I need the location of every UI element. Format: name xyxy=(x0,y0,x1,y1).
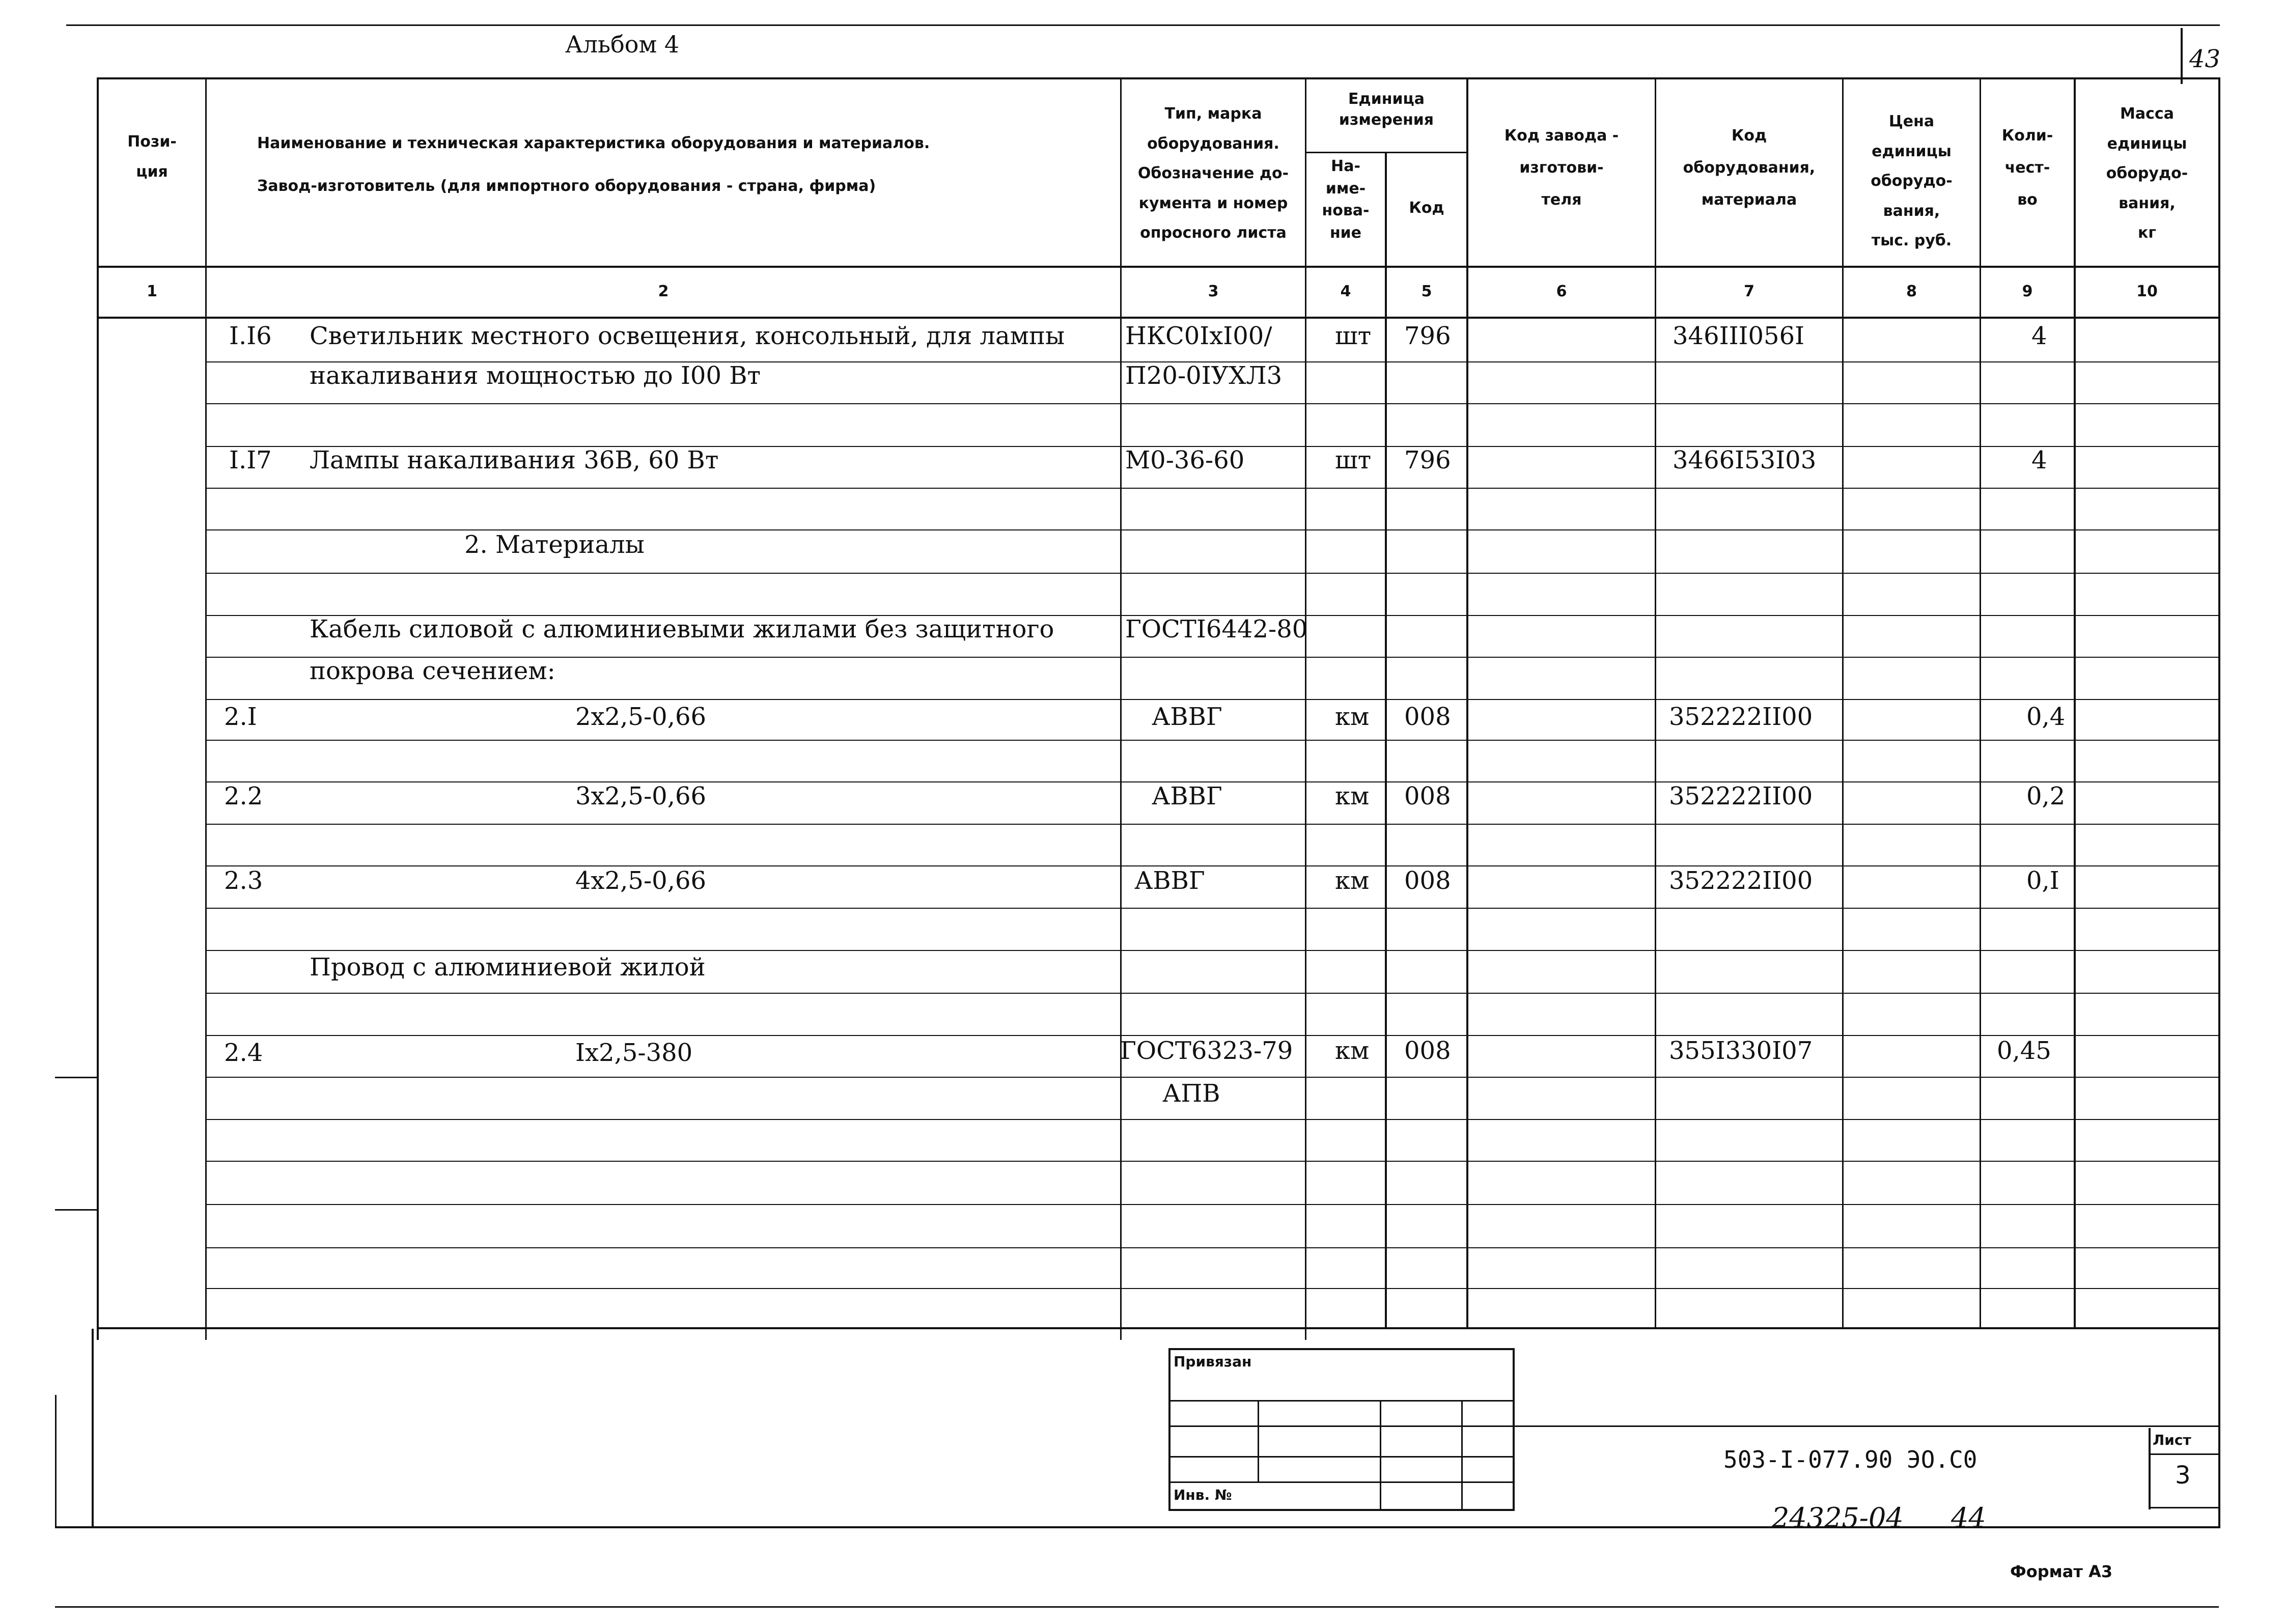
album-title: Альбом 4 xyxy=(565,31,680,58)
colnum-8: 8 xyxy=(1906,283,1917,300)
row-name: 2х2,5-0,66 xyxy=(575,703,707,731)
grid-row-rule xyxy=(205,1247,2218,1248)
row-quantity: 0,4 xyxy=(2026,703,2066,731)
grid-v-9 xyxy=(2074,77,2076,1329)
row-unit: км xyxy=(1335,866,1370,895)
stamp-h-1 xyxy=(1168,1400,1515,1402)
header-position: Пози- ция xyxy=(127,133,177,181)
grid-row-rule xyxy=(205,573,2218,574)
row-type: АВВГ xyxy=(1152,782,1222,810)
document-code: 503-I-077.90 ЭО.С0 xyxy=(1723,1446,1977,1473)
row-equipment-code: 352222II00 xyxy=(1669,866,1813,895)
page-bottom-rule xyxy=(55,1606,2219,1608)
stamp-v-1 xyxy=(1258,1400,1259,1481)
grid-row-rule xyxy=(205,1204,2218,1205)
row-unit: км xyxy=(1335,1037,1370,1065)
grid-v-10 xyxy=(2218,77,2220,1528)
row-type: АПВ xyxy=(1162,1079,1220,1108)
grid-v-7 xyxy=(1842,77,1844,1329)
grid-row-rule xyxy=(205,908,2218,909)
grid-v-6 xyxy=(1655,77,1656,1329)
row-equipment-code: 352222II00 xyxy=(1669,703,1813,731)
row-position: I.I6 xyxy=(229,322,272,350)
grid-row-rule xyxy=(205,740,2218,741)
grid-h-header xyxy=(97,266,2220,268)
row-type: М0-36-60 xyxy=(1125,446,1245,474)
grid-row-rule xyxy=(205,1035,2218,1036)
header-plant-code: Код завода - изготови- теля xyxy=(1504,127,1619,209)
section-title: 2. Материалы xyxy=(464,530,645,559)
format-label: Формат А3 xyxy=(2010,1562,2113,1581)
margin-mark-1 xyxy=(55,1077,97,1078)
row-name: Кабель силовой с алюминиевыми жилами без защитного xyxy=(310,615,1054,643)
grid-row-rule xyxy=(205,403,2218,404)
row-equipment-code: 346III056I xyxy=(1673,322,1805,350)
grid-row-rule xyxy=(205,824,2218,825)
row-unit: шт xyxy=(1335,446,1372,474)
colnum-7: 7 xyxy=(1744,283,1754,300)
row-name: Светильник местного освещения, консольный, для лампы xyxy=(310,322,1065,350)
row-equipment-code: 355I330I07 xyxy=(1669,1037,1813,1065)
header-quantity: Коли- чест- во xyxy=(2001,127,2053,209)
grid-h-unit xyxy=(1305,152,1468,153)
stamp-v-2 xyxy=(1380,1400,1381,1511)
sheet-number: 3 xyxy=(2175,1461,2191,1490)
grid-row-rule xyxy=(205,1288,2218,1289)
row-type: АВВГ xyxy=(1152,703,1222,731)
grid-h-table-bottom xyxy=(97,1327,2220,1329)
colnum-10: 10 xyxy=(2136,283,2158,300)
colnum-3: 3 xyxy=(1208,283,1219,300)
colnum-5: 5 xyxy=(1421,283,1432,300)
row-quantity: 4 xyxy=(2031,322,2047,350)
row-unit: шт xyxy=(1335,322,1372,350)
sheet-divider xyxy=(2149,1453,2220,1455)
header-mass: Масса единицы оборудо- вания, кг xyxy=(2106,105,2188,242)
row-type: ГОСТ6323-79 xyxy=(1120,1037,1293,1065)
handwritten-page: 44 xyxy=(1951,1502,1986,1534)
row-type: П20-0IУХЛ3 xyxy=(1125,361,1283,390)
grid-h-colnum xyxy=(97,317,2220,319)
margin-line xyxy=(55,1395,57,1527)
grid-row-rule xyxy=(205,488,2218,489)
frame-left xyxy=(92,1329,94,1527)
colnum-6: 6 xyxy=(1556,283,1567,300)
row-position: I.I7 xyxy=(229,446,272,474)
row-position: 2.3 xyxy=(224,866,263,895)
row-position: 2.4 xyxy=(224,1039,263,1067)
row-unit-code: 008 xyxy=(1404,703,1451,731)
grid-row-rule xyxy=(205,950,2218,951)
row-quantity: 0,I xyxy=(2026,866,2059,895)
page-corner-line xyxy=(2181,28,2183,84)
colnum-4: 4 xyxy=(1340,283,1351,300)
colnum-1: 1 xyxy=(147,283,157,300)
page-number: 43 xyxy=(2189,45,2221,73)
header-name: Наименование и техническая характеристика оборудования и материалов. Завод-изготовитель (для импортного оборудования - страна, фирма) xyxy=(257,134,930,195)
row-unit-code: 796 xyxy=(1404,446,1451,474)
row-unit-code: 008 xyxy=(1404,1037,1451,1065)
row-name: накаливания мощностью до I00 Вт xyxy=(310,361,761,390)
colnum-9: 9 xyxy=(2022,283,2033,300)
grid-row-rule xyxy=(205,865,2218,866)
header-price: Цена единицы оборудо- вания, тыс. руб. xyxy=(1871,113,1953,249)
row-position: 2.I xyxy=(224,703,257,731)
stamp-bound-label: Привязан xyxy=(1174,1353,1252,1370)
grid-v-5 xyxy=(1466,77,1468,1329)
header-type: Тип, марка оборудования. Обозначение до- кумента и номер опросного листа xyxy=(1137,105,1289,242)
grid-row-rule xyxy=(205,699,2218,700)
stamp-v-3 xyxy=(1461,1400,1463,1511)
grid-row-rule xyxy=(205,993,2218,994)
row-name: покрова сечением: xyxy=(310,657,555,685)
grid-h-top xyxy=(97,77,2220,79)
grid-v-8 xyxy=(1980,77,1981,1329)
margin-mark-2 xyxy=(55,1209,97,1211)
row-equipment-code: 3466I53I03 xyxy=(1673,446,1817,474)
handwritten-number: 24325-04 xyxy=(1772,1502,1904,1534)
title-block-top xyxy=(1515,1425,2220,1427)
stamp-h-4 xyxy=(1168,1481,1515,1483)
sheet-label: Лист xyxy=(2153,1432,2191,1448)
row-name: Iх2,5-380 xyxy=(575,1039,693,1067)
row-quantity: 0,45 xyxy=(1997,1037,2051,1065)
grid-row-rule xyxy=(205,1119,2218,1120)
row-unit-code: 008 xyxy=(1404,866,1451,895)
sheet-box-bottom xyxy=(2149,1507,2220,1508)
header-unit-code: Код xyxy=(1409,199,1444,217)
row-name: Лампы накаливания 36В, 60 Вт xyxy=(310,446,719,474)
grid-row-rule xyxy=(205,1077,2218,1078)
grid-row-rule xyxy=(205,1161,2218,1162)
row-unit: км xyxy=(1335,782,1370,810)
row-quantity: 4 xyxy=(2031,446,2047,474)
stamp-h-3 xyxy=(1168,1456,1515,1458)
row-name: 3х2,5-0,66 xyxy=(575,782,707,810)
row-unit-code: 008 xyxy=(1404,782,1451,810)
stamp-h-2 xyxy=(1168,1425,1515,1427)
row-unit-code: 796 xyxy=(1404,322,1451,350)
row-unit: км xyxy=(1335,703,1370,731)
row-quantity: 0,2 xyxy=(2026,782,2066,810)
header-equipment-code: Код оборудования, материала xyxy=(1683,127,1816,209)
colnum-2: 2 xyxy=(658,283,669,300)
row-type: АВВГ xyxy=(1134,866,1205,895)
top-rule xyxy=(66,24,2220,26)
row-position: 2.2 xyxy=(224,782,263,810)
header-unit-group: Единица измерения xyxy=(1339,90,1434,129)
row-name: Провод с алюминиевой жилой xyxy=(310,953,706,982)
stamp-inventory-label: Инв. № xyxy=(1174,1487,1232,1503)
header-unit-name: На- име- нова- ние xyxy=(1322,157,1370,242)
row-type: ГОСТI6442-80 xyxy=(1125,615,1308,643)
row-equipment-code: 352222II00 xyxy=(1669,782,1813,810)
row-name: 4х2,5-0,66 xyxy=(575,866,707,895)
row-type: НКС0IхI00/ xyxy=(1125,322,1272,350)
